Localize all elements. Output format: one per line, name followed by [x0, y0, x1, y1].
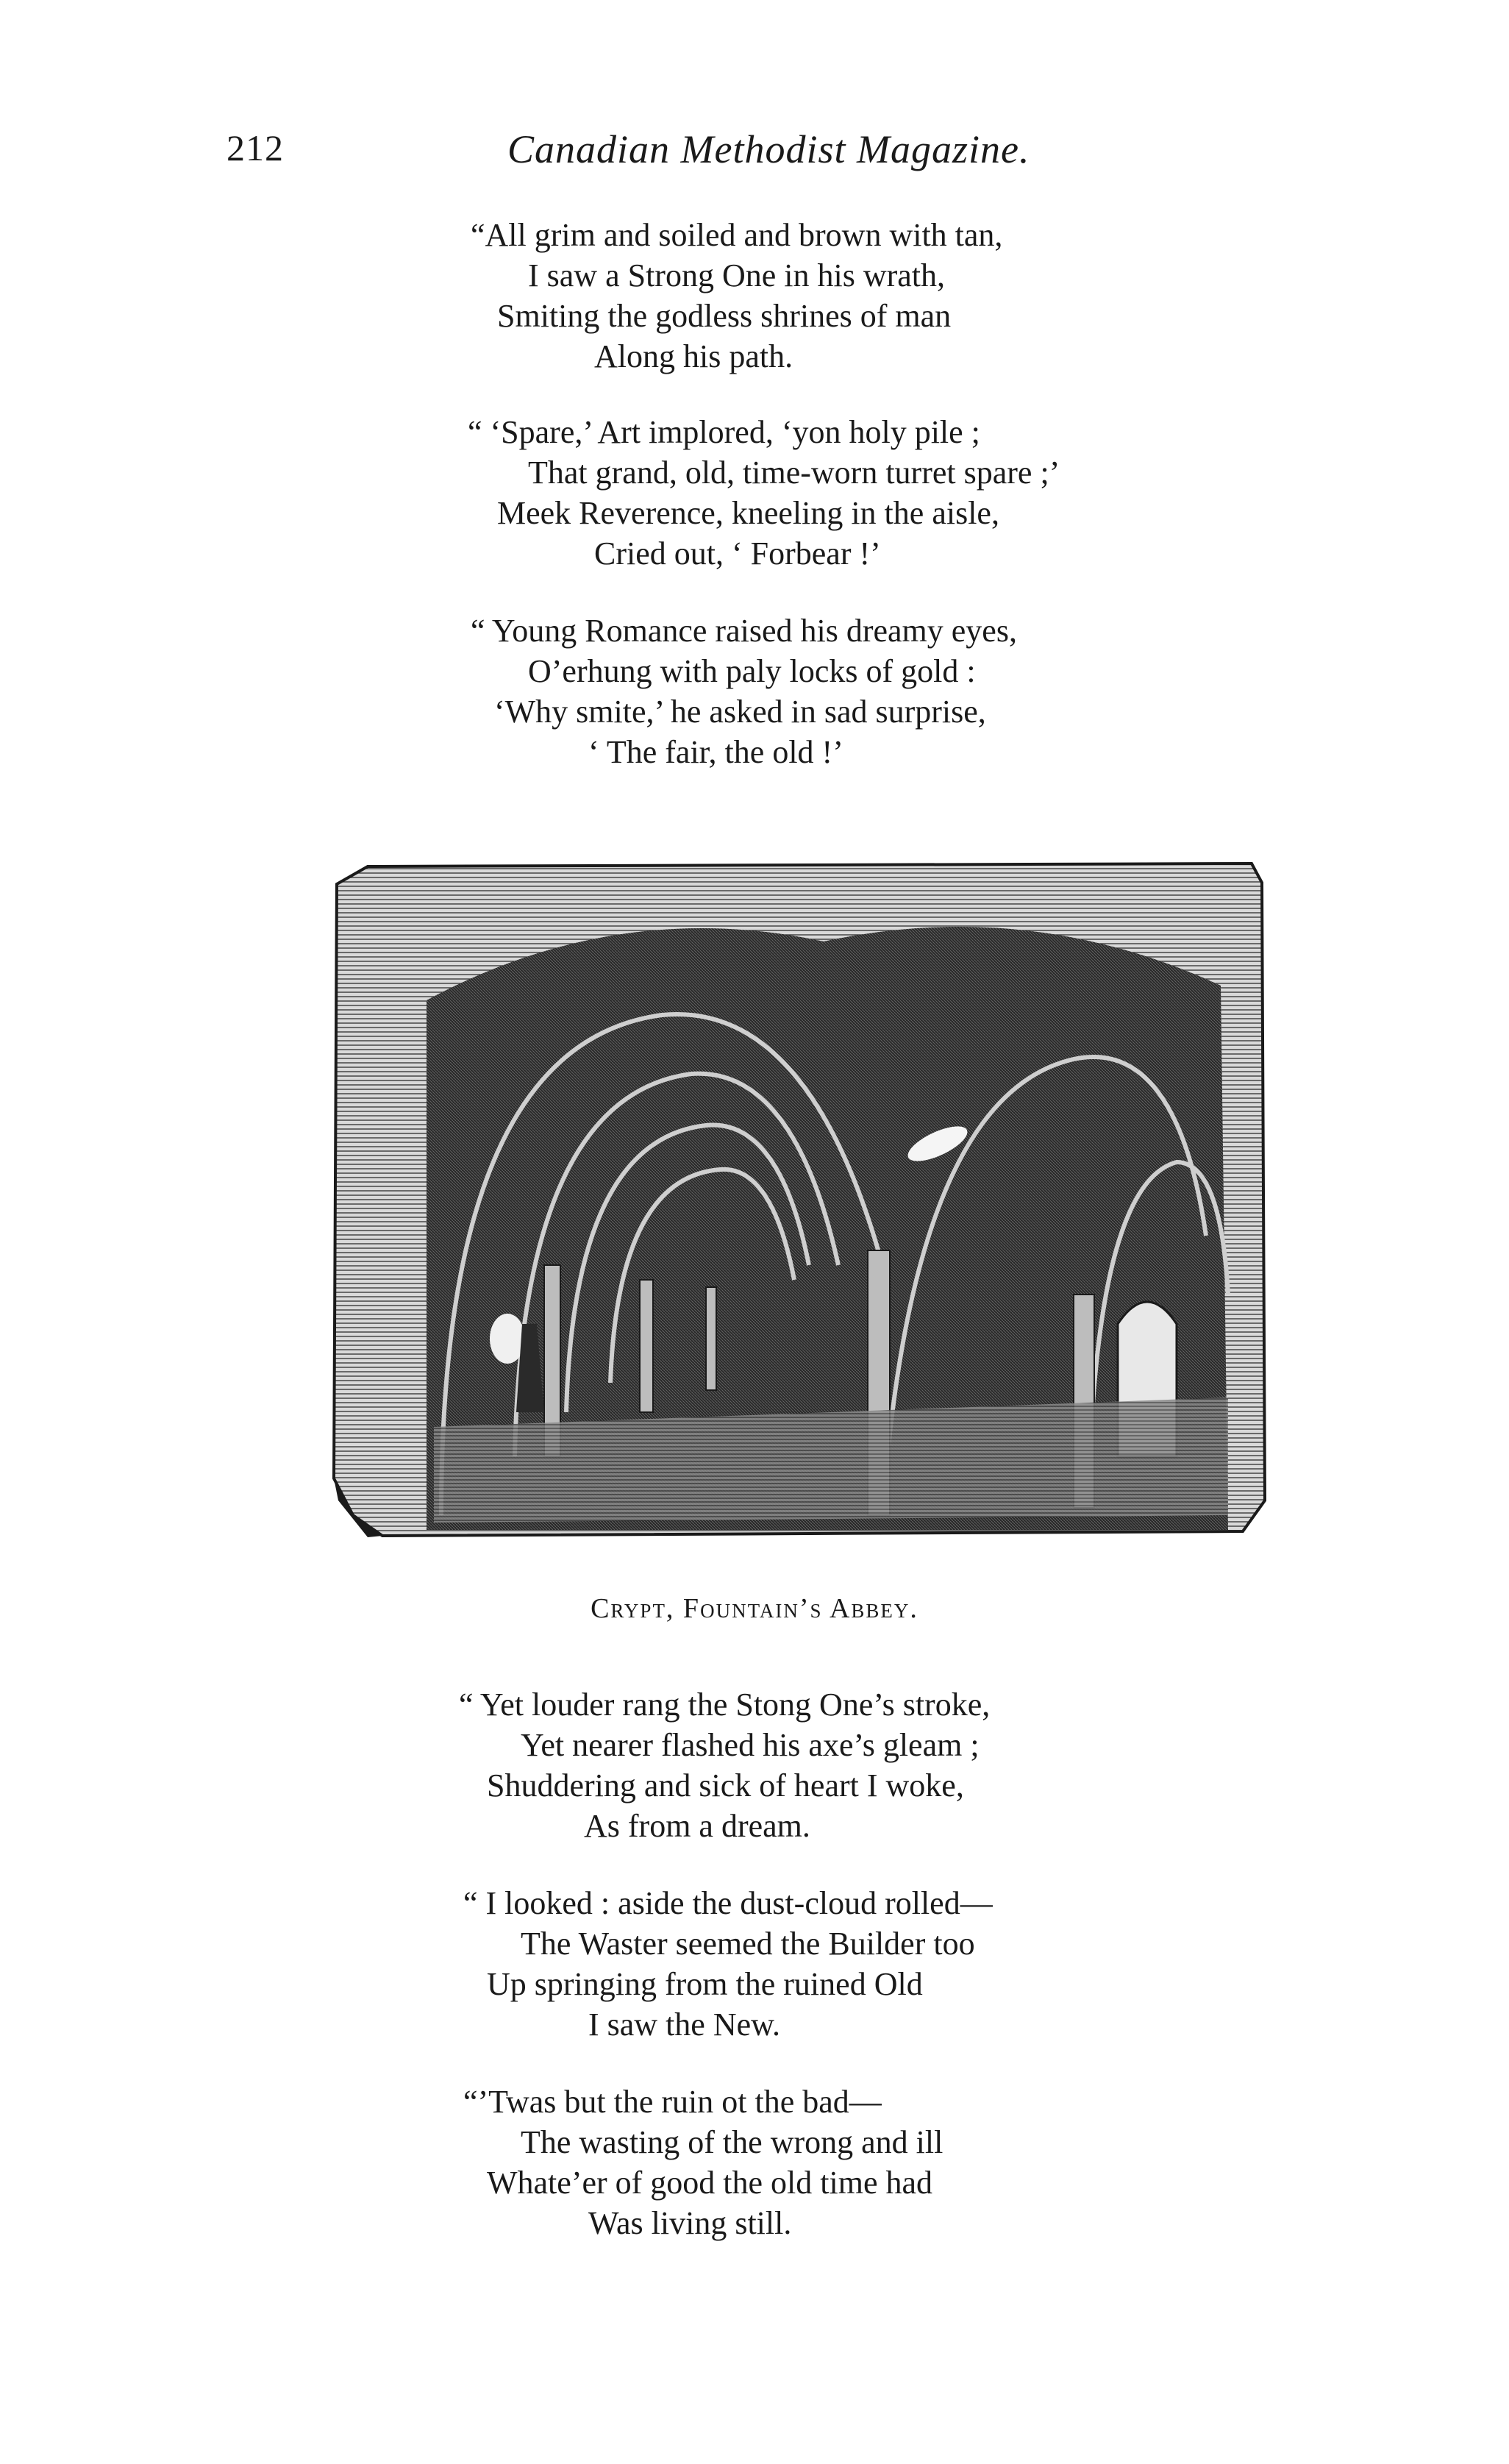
poem-line: The wasting of the wrong and ill	[521, 2124, 943, 2160]
page-number: 212	[226, 127, 284, 168]
poem-line: ‘ The fair, the old !’	[588, 734, 843, 770]
poem-line: I saw a Strong One in his wrath,	[528, 257, 946, 293]
poem-line: As from a dream.	[584, 1808, 810, 1844]
poem-line: Along his path.	[594, 338, 793, 374]
poem-line: Shuddering and sick of heart I woke,	[487, 1767, 964, 1804]
poem-line: “ I looked : aside the dust-cloud rolled—	[463, 1885, 993, 1921]
crypt-engraving	[324, 853, 1280, 1545]
figure-caption: Crypt, Fountain’s Abbey.	[591, 1593, 918, 1624]
poem-line: Meek Reverence, kneeling in the aisle,	[497, 495, 999, 531]
poem-line: Smiting the godless shrines of man	[497, 298, 952, 334]
poem-line: Was living still.	[588, 2205, 792, 2241]
poem-line: ‘Why smite,’ he asked in sad surprise,	[494, 694, 986, 730]
poem-line: “ Yet louder rang the Stong One’s stroke,	[459, 1687, 991, 1723]
poem-line: “ Young Romance raised his dreamy eyes,	[471, 613, 1017, 649]
running-title: Canadian Methodist Magazine.	[507, 127, 1030, 171]
poem-line: “’Twas but the ruin ot the bad—	[463, 2084, 882, 2120]
poem-line: O’erhung with paly locks of gold :	[528, 653, 976, 689]
poem-line: Up springing from the ruined Old	[487, 1966, 923, 2002]
page-header	[0, 127, 1509, 193]
poem-line: That grand, old, time-worn turret spare ;’	[528, 455, 1060, 491]
poem-line: The Waster seemed the Builder too	[521, 1926, 975, 1962]
poem-line: Whate’er of good the old time had	[487, 2165, 933, 2201]
poem-line: Yet nearer flashed his axe’s gleam ;	[521, 1727, 980, 1763]
poem-line: Cried out, ‘ Forbear !’	[594, 535, 881, 572]
poem-line: I saw the New.	[588, 2007, 781, 2043]
poem-line: “All grim and soiled and brown with tan,	[471, 217, 1003, 253]
poem-line: “ ‘Spare,’ Art implored, ‘yon holy pile ;	[468, 414, 980, 450]
